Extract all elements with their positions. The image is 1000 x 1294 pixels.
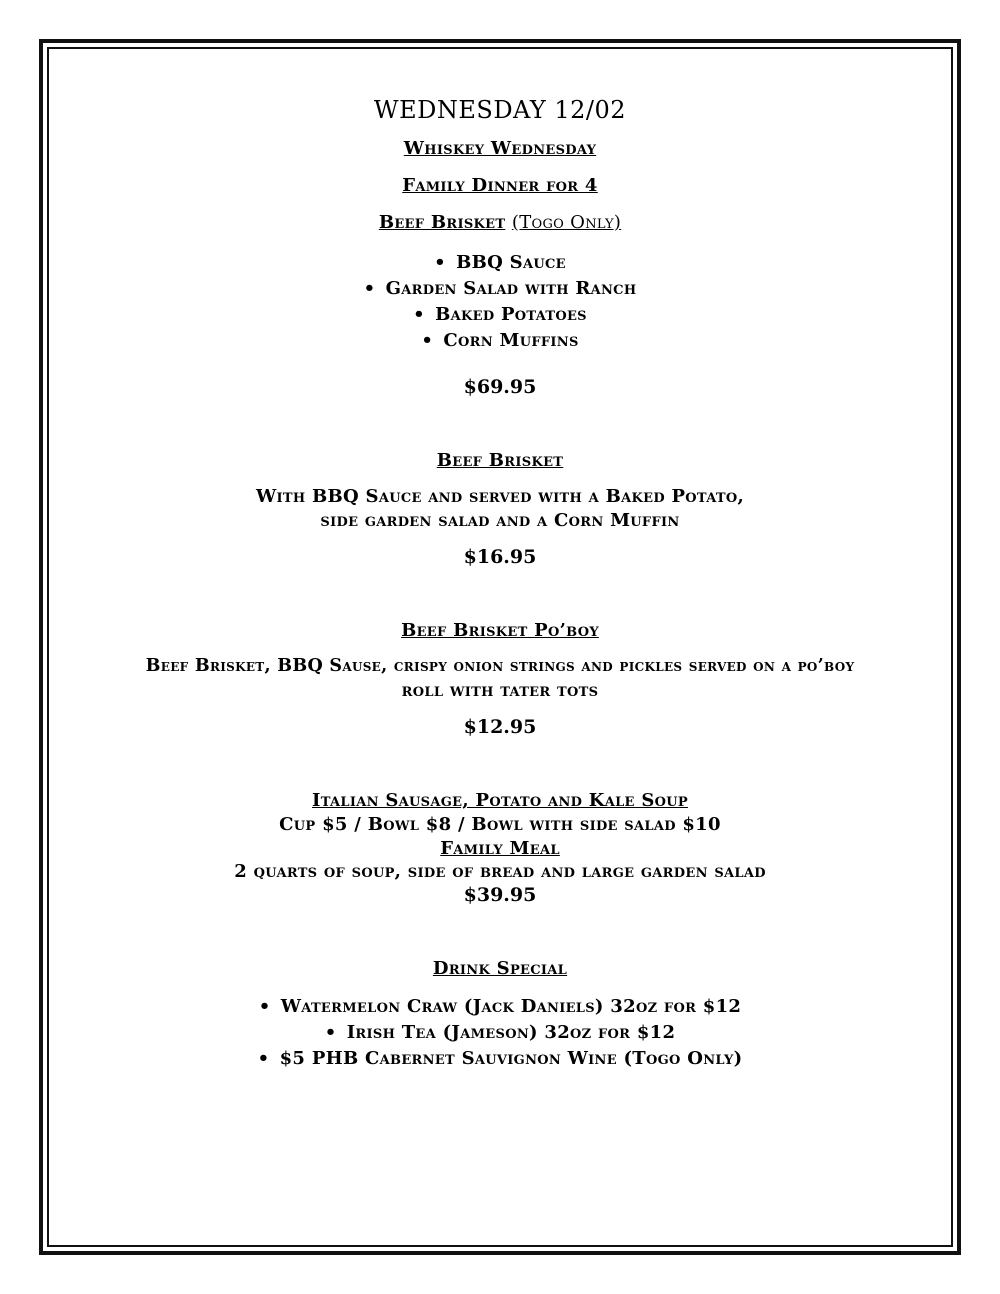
brisket-desc-line2: side garden salad and a Corn Muffin [320, 510, 680, 531]
bullet-icon: • [421, 330, 434, 351]
soup-heading: Italian Sausage, Potato and Kale Soup [312, 790, 688, 811]
list-item: • BBQ Sauce [50, 250, 950, 276]
list-item: • Irish Tea (Jameson) 32oz for $12 [50, 1020, 950, 1046]
family-dinner-sides [50, 250, 950, 354]
bullet-icon: • [257, 1048, 270, 1069]
bullet-icon: • [434, 252, 446, 273]
drink-list [50, 994, 950, 1072]
soup-family-price: $39.95 [463, 884, 537, 906]
poboy-price: $12.95 [463, 716, 537, 738]
brisket-desc-line1: With BBQ Sauce and served with a Baked Potato, [255, 486, 745, 507]
list-item: • Watermelon Craw (Jack Daniels) 32oz for $12 [50, 994, 950, 1020]
brisket-heading: Beef Brisket [436, 450, 564, 471]
poboy-heading: Beef Brisket Po’boy [401, 620, 599, 641]
bullet-icon: • [258, 996, 271, 1017]
family-dinner-price: $69.95 [463, 376, 537, 398]
list-item: • Corn Muffins [50, 328, 950, 354]
poboy-desc-line2: roll with tater tots [401, 680, 599, 701]
drink-heading: Drink Special [432, 958, 568, 979]
poboy-desc-line1: Beef Brisket, BBQ Sause, crispy onion strings and pickles served on a po’boy [145, 656, 855, 676]
whiskey-heading: Whiskey Wednesday [403, 138, 597, 159]
list-item: • Garden Salad with Ranch [50, 276, 950, 302]
family-dinner-heading: Family Dinner for 4 [402, 175, 598, 196]
bullet-icon: • [413, 304, 425, 325]
soup-prices: Cup $5 / Bowl $8 / Bowl with side salad $10 [279, 814, 721, 835]
family-dinner-item-name: Beef Brisket [378, 212, 506, 233]
brisket-price: $16.95 [463, 546, 537, 568]
list-item: • $5 PHB Cabernet Sauvignon Wine (Togo Only) [50, 1046, 950, 1072]
bullet-icon: • [363, 278, 376, 299]
soup-family-desc: 2 quarts of soup, side of bread and large garden salad [234, 861, 766, 882]
family-dinner-item-note: (Togo Only) [511, 212, 622, 233]
soup-family-heading: Family Meal [440, 838, 560, 859]
bullet-icon: • [324, 1022, 337, 1043]
menu-page [50, 50, 950, 1244]
page-title: WEDNESDAY 12/02 [373, 96, 627, 124]
list-item: • Baked Potatoes [50, 302, 950, 328]
family-dinner-item [50, 212, 950, 233]
